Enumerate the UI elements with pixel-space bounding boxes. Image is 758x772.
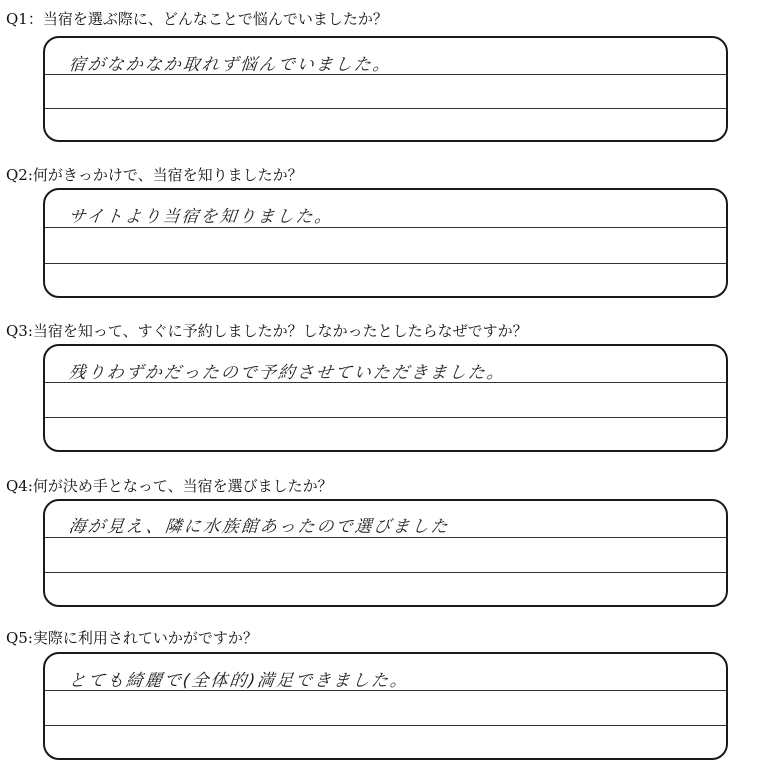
answer-rule — [45, 537, 726, 538]
answer-box-1 — [43, 36, 728, 142]
answer-box-2 — [43, 188, 728, 298]
answer-2-handwriting: サイトより当宿を知りました。 — [67, 207, 335, 227]
answer-rule — [45, 108, 726, 109]
answer-rule — [45, 263, 726, 264]
answer-rule — [45, 227, 726, 228]
question-4-label: Q4:何が決め手となって、当宿を選びましたか？ — [6, 477, 333, 495]
question-3-label: Q3:当宿を知って、すぐに予約しましたか？しなかったとしたらなぜですか？ — [6, 322, 528, 340]
question-2-label: Q2:何がきっかけで、当宿を知りましたか？ — [6, 166, 303, 184]
answer-5-handwriting: とても綺麗で(全体的)満足できました。 — [67, 671, 411, 691]
answer-1-handwriting: 宿がなかなか取れず悩んでいました。 — [67, 55, 393, 75]
answer-4-handwriting: 海が見え、隣に水族館あったので選びました — [67, 517, 451, 537]
answer-rule — [45, 572, 726, 573]
answer-rule — [45, 417, 726, 418]
question-1-label: Q1：当宿を選ぶ際に、どんなことで悩んでいましたか？ — [6, 10, 388, 28]
answer-box-4 — [43, 499, 728, 607]
answer-rule — [45, 725, 726, 726]
answer-box-5 — [43, 652, 728, 760]
answer-3-handwriting: 残りわずかだったので予約させていただきました。 — [67, 363, 507, 383]
answer-box-3 — [43, 344, 728, 452]
question-5-label: Q5:実際に利用されていかがですか？ — [6, 629, 258, 647]
